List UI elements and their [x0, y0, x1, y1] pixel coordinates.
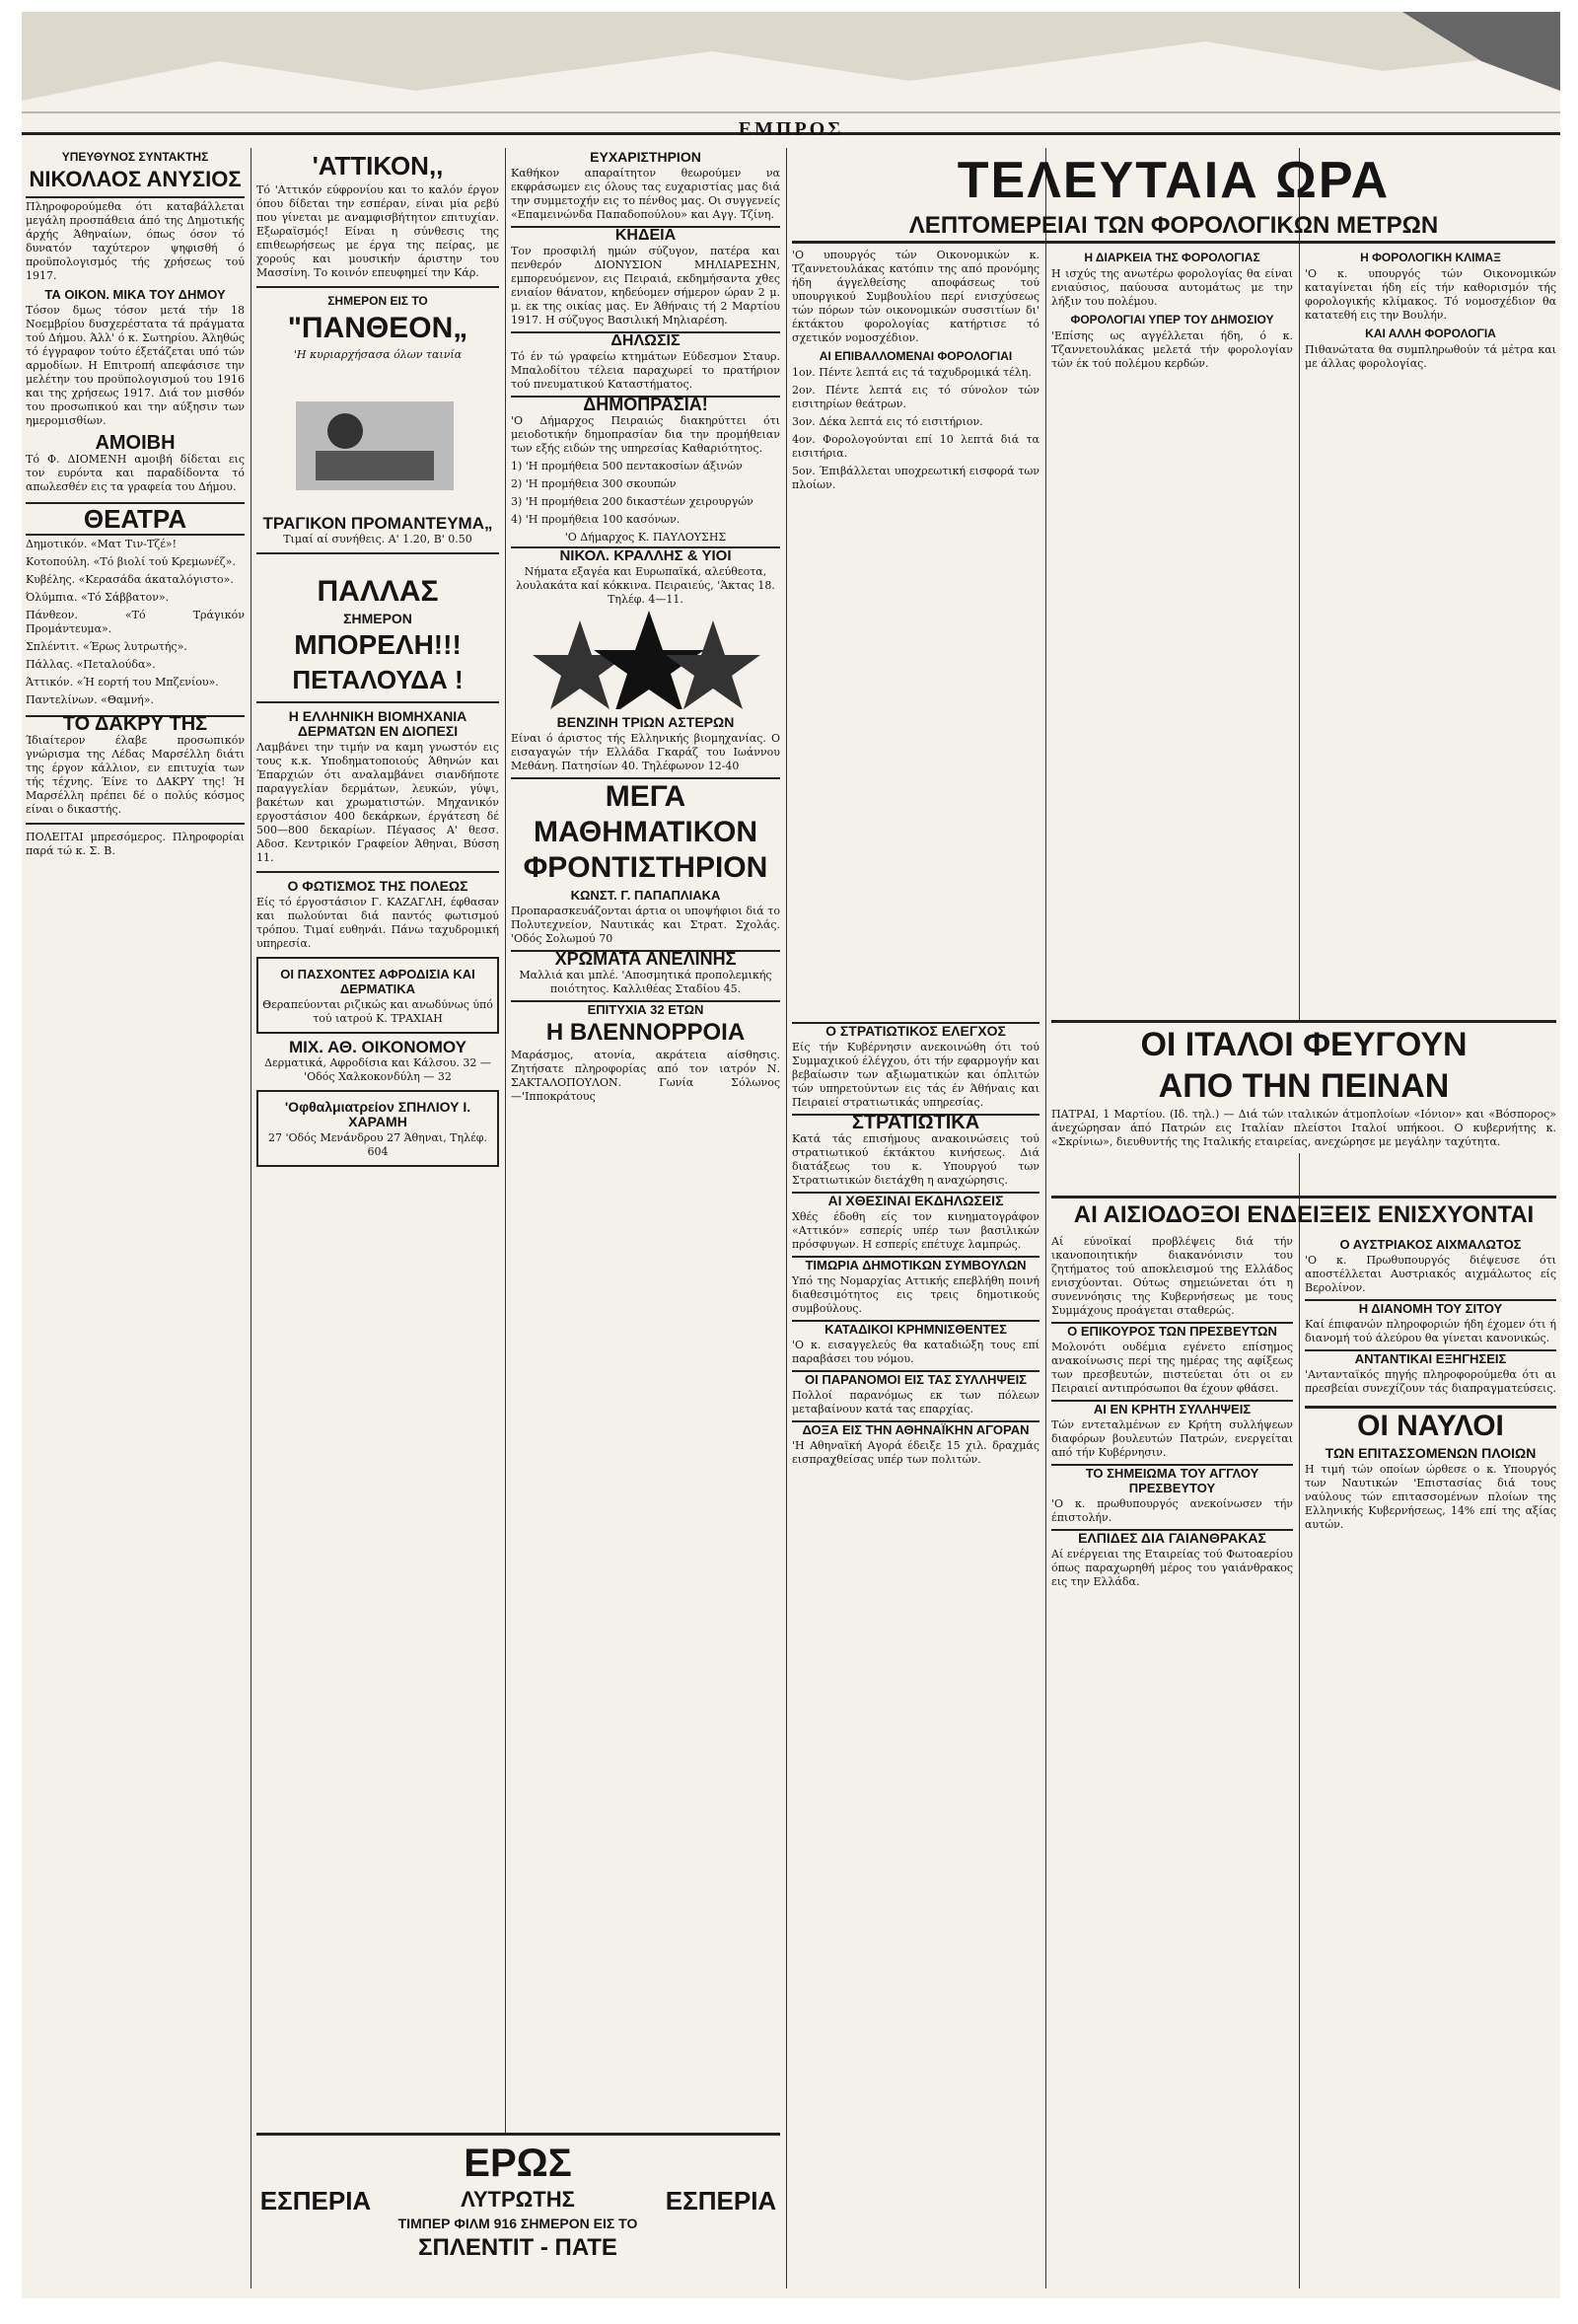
clinic-title: Η ΒΛΕΝΝΟΡΡΟΙΑ [545, 1019, 746, 1046]
other-tax-text: Πιθανώτατα θα συμπληρωθούν τά μέτρα και με άλλας φορολογίας. [1305, 343, 1556, 370]
tax-column-2 [1051, 249, 1293, 1018]
main-lower-mid [1051, 1235, 1293, 2290]
naval-text: Η τιμή τών οποίων ώρθεσε ο κ. Υπουργός των Ναυτικών 'Επιστασίας διά τους ναύλους τών επιτασσομένων πλοίων της Ελληνικής Κυβερνήσεως, 14% επί της αξίας αυτών. [1305, 1463, 1556, 1531]
notice-title: ΔΗΛΩΣΙΣ [511, 331, 780, 348]
theatre-item: Δημοτικόν. «Ματ Τιν-Τζέ»! [26, 538, 178, 550]
eye-clinic-ad [256, 1090, 499, 1167]
divider [256, 701, 499, 703]
military-title: Ο ΣΤΡΑΤΙΩΤΙΚΟΣ ΕΛΕΓΧΟΣ [792, 1022, 1040, 1039]
main-lower-right [1305, 1235, 1556, 2290]
italians-title: ΟΙ ΙΤΑΛΟΙ ΦΕΥΓΟΥΝ [1140, 1026, 1468, 1063]
tax-item: 1ον. Πέντε λεπτά εις τά ταχυδρομικά τέλη. [792, 366, 1032, 379]
column-1 [26, 148, 245, 2288]
tax-item: 4ον. Φορολογούνται επί 10 λεπτά διά τα εισιτήρια. [792, 433, 1040, 460]
tax-other-head: ΦΟΡΟΛΟΓΙΑΙ ΥΠΕΡ ΤΟΥ ΔΗΜΟΣΙΟΥ [1070, 313, 1274, 327]
three-stars-icon [511, 611, 777, 709]
school-owner: ΚΩΝΣΤ. Γ. ΠΑΠΑΠΛΙΑΚΑ [570, 888, 721, 903]
editor-name: ΝΙΚΟΛΑΟΣ ΑΝΥΣΙΟΣ [26, 167, 245, 198]
leather-text: Λαμβάνει την τιμήν να καμη γνωστόν εις τους κ.κ. Υποδηματοποιούς Άθηνών και Έπαρχιών ότι αναλαμβάνει σιανδήποτε παραγγελίαν δερμάτων, λευκών, γύψι, βακέτων και χρωματιστών. Μηχανικόν εργοστάσιον 400 δεκάρκων, έργάτεση δέ 500—800 δεκαρίων. Πέγασος Α' θεσσ. Αδοσ. Κεντρικόν Γραφείον Άθηναι, Βύσση 11. [256, 741, 499, 864]
naval-sub: ΤΩΝ ΕΠΙΤΑΣΣΟΜΕΝΩΝ ΠΛΟΙΩΝ [1325, 1445, 1537, 1461]
auction-title: ΔΗΜΟΠΡΑΣΙΑ! [511, 396, 780, 412]
tax-duration-text: Η ισχύς της ανωτέρω φορολογίας θα είναι ενιαύσιος, παύουσα αυτομάτως με την λήξιν του πολέμου. [1051, 267, 1293, 308]
eye-clinic-title: 'Οφθαλμιατρείον ΣΠΗΛΙΟΥ Ι. ΧΑΡΑΜΗ [284, 1099, 471, 1129]
theatre-item: Παντελίνων. «Θαμνή». [26, 693, 154, 706]
signs-text: Αί εύνοϊκαί προβλέψεις διά τήν ικανοποιητικήν διακανόνισιν του ζητήματος τού αποκλεισμού της Ελλάδος ενισχύονται. Ούτως σημειώνεται ότι η συνεννόησις της Κυβερνήσεως με τους Συμμάχους προάγεται σταθερώς. [1051, 1235, 1293, 1317]
tax-item: 3ον. Δέκα λεπτά εις τό εισιτήριον. [792, 415, 983, 428]
kralis-name: ΝΙΚΟΛ. ΚΡΑΛΛΗΣ & ΥΙΟΙ [511, 546, 780, 563]
pantheon-name: "ΠΑΝΘΕΟΝ„ [287, 312, 468, 344]
tax-scale-head: Η ΦΟΡΟΛΟΓΙΚΗ ΚΛΙΜΑΞ [1360, 251, 1501, 264]
divider [256, 552, 499, 554]
subhead: ΤΑ ΟΙΚΟΝ. ΜΙΚΑ ΤΟΥ ΔΗΜΟΥ [44, 287, 226, 302]
oikonomou-name: ΜΙΧ. ΑΘ. ΟΙΚΟΝΟΜΟΥ [289, 1038, 466, 1056]
other-tax-head: ΚΑΙ ΑΛΛΗ ΦΟΡΟΛΟΓΙΑ [1365, 327, 1496, 340]
gallery-text: Μολονότι ουδέμια εγένετο επίσημος ανακοίνωσις περί της ημέρας της αφίξεως των πρεσβευτών, πιστεύεται ότι οι εν Πειραιεί αντιπρόσωποι θα έχουν φθάσει. [1051, 1341, 1293, 1395]
auction-item: 3) 'Η προμήθεια 200 δικαστέων χειρουργών [511, 495, 753, 508]
tax-scale-text: 'Ο κ. υπουργός τών Οικονομικών καταγίνεται ήδη είς τήν καθορισμόν τής φορολογικής κλίμακος. Τό νομοσχέδιον θα κατατεθή εις την Βουλήν. [1305, 267, 1556, 322]
funeral-text: Τον προσφιλή ημών σύζυγον, πατέρα και πενθερόν ΔΙΟΝΥΣΙΟΝ ΜΗΛΙΑΡΕΣΗΝ, εμπορευόμενον, εις Πειραιά, εκδημήσαντα χθες ενιαίον θάνατον, κηδεύομεν σήμερον ώραν 2 μ. μ. εκ της οικίας μας. Εν Άθήναις τή 2 Μαρτίου 1917. Η σύζυγος Βασιλική Μηλιαρέση. [511, 245, 780, 327]
eros-title: ΕΡΩΣ [464, 2142, 572, 2185]
eros-venue: ΣΠΛΕΝΤΙΤ - ΠΑΤΕ [418, 2234, 617, 2261]
divider [256, 871, 499, 873]
theatre-item: Πάλλας. «Πεταλούδα». [26, 658, 156, 671]
hopes-title: ΕΛΠΙΔΕΣ ΔΙΑ ΓΑΙΑΝΘΡΑΚΑΣ [1051, 1529, 1293, 1546]
newspaper-page [22, 12, 1560, 2298]
pallas-film: ΠΕΤΑΛΟΥΔΑ ! [292, 665, 464, 694]
sufferers-text: Θεραπεύονται ριζικώς και ανωδύνως ύπό τού ιατρού Κ. ΤΡΑΧΙΑΗ [262, 998, 493, 1025]
pallas-name: ΠΑΛΛΑΣ [317, 575, 439, 608]
paints-title: ΧΡΩΜΑΤΑ ΑΝΕΛΙΝΗΣ [511, 950, 780, 967]
tax-duration-head: Η ΔΙΑΡΚΕΙΑ ΤΗΣ ΦΟΡΟΛΟΓΙΑΣ [1084, 251, 1260, 264]
lighting-title: Ο ΦΩΤΙΣΜΟΣ ΤΗΣ ΠΟΛΕΩΣ [287, 878, 468, 894]
hesperia-left: ΕΣΠΕΡΙΑ [259, 2186, 372, 2215]
tax-item: 2ον. Πέντε λεπτά εις τό σύνολον τών εισιτηρίων θεάτρων. [792, 384, 1040, 410]
clinic-text: Μαράσμος, ατονία, ακράτεια αίσθησις. Ζητήσατε πληροφορίας από τον ιατρόν Ν. ΣΑΚΤΑΛΟΠΟΥΛΟΝ. Γωνία Σόλωνος—'Ιπποκράτους [511, 1049, 780, 1103]
thanks-text: Καθήκον απαραίτητον θεωρούμεν να εκφράσωμεν εις όλους τας ευχαριστίας μας διά την συμμετοχήν εις το πένθος μας. Οι συγγενείς «Επαμεινώνδα Παπαδοπούλου» και Αγγ. Τζίνη. [511, 167, 780, 221]
thanks-title: ΕΥΧΑΡΙΣΤΗΡΙΟΝ [590, 149, 701, 165]
yesterday-title: ΑΙ ΧΘΕΣΙΝΑΙ ΕΚΔΗΛΩΣΕΙΣ [792, 1192, 1040, 1208]
column-rule [1045, 148, 1046, 2288]
main-lower-left [792, 1020, 1040, 2292]
signs-title: ΑΙ ΑΙΣΙΟΔΟΞΟΙ ΕΝΔΕΙΞΕΙΣ ΕΝΙΣΧΥΟΝΤΑΙ [1073, 1201, 1535, 1228]
munic-text: Υπό της Νομαρχίας Αττικής επεβλήθη ποινή διαθεσιμότητος εις τρεις δημοτικούς συμβούλους. [792, 1274, 1040, 1315]
tax-column-3 [1305, 249, 1556, 1018]
article-text: Πληροφορούμεθα ότι καταβάλλεται μεγάλη προσπάθεια άπό της Δημοτικής άρχής Άθηναίων, όπως όσον τό δυνατόν ταχύτερον ψηφισθή ό προϋπολογισμός τής χρήσεως τού 1917. [26, 200, 245, 282]
auction-text: 'Ο Δήμαρχος Πειραιώς διακηρύττει ότι μειοδοτικήν δημοπρασίαν δια την προμήθειαν των εξής ειδών της υπηρεσίας Καθαριότητος. [511, 414, 780, 455]
auction-item: 2) 'Η προμήθεια 300 σκουπών [511, 477, 677, 490]
tax-column-1 [792, 249, 1040, 1018]
italians-banner [1051, 1020, 1556, 1153]
divider [256, 286, 499, 288]
theatres-list [26, 538, 245, 707]
sufferers-title: ΟΙ ΠΑΣΧΟΝΤΕΣ ΑΦΡΟΔΙΣΙΑ ΚΑΙ ΔΕΡΜΑΤΙΚΑ [280, 967, 475, 996]
masthead-title: ΕΜΠΡΟΣ [738, 118, 844, 140]
tax-item: 5ον. Έπιβάλλεται υποχρεωτική εισφορά των πλοίων. [792, 465, 1040, 491]
tragic-price: Τιμαί αί συνήθεις. Α' 1.20, Β' 0.50 [283, 533, 472, 545]
hopes-text: Αί ενέργειαι της Εταιρείας τού Φωτοαερίου όπως παραχωρηθή μέρος του γαιάνθρακος εις την Ελλάδα. [1051, 1548, 1293, 1588]
bulletin-text: 'Η Αθηναϊκή Αγορά έδειξε 15 χιλ. δραχμάς εισπραχθείσας υπέρ των πολιτών. [792, 1439, 1040, 1466]
gallery-title: Ο ΕΠΙΚΟΥΡΟΣ ΤΩΝ ΠΡΕΣΒΕΥΤΩΝ [1051, 1322, 1293, 1339]
masthead [22, 12, 1560, 140]
petrol-title: ΒΕΝΖΙΝΗ ΤΡΙΩΝ ΑΣΤΕΡΩΝ [556, 714, 735, 730]
column-rule [505, 148, 506, 2288]
theatre-item: Άττικόν. «Ή εορτή του Μπζενίου». [26, 676, 219, 689]
torn-header-graphic [22, 12, 1560, 120]
notice-text: Τό έν τώ γραφείω κτημάτων Εύδεσμον Σταυρ. Μπαλοδίτου τέλεια παραχωρεί το πρατήριον τού πνευματικού Καταστήματος. [511, 350, 780, 391]
clinic-head: ΕΠΙΤΥΧΙΑ 32 ΕΤΩΝ [511, 1000, 780, 1017]
school-title: ΜΕΓΑ ΜΑΘΗΜΑΤΙΚΟΝ ΦΡΟΝΤΙΣΤΗΡΙΟΝ [511, 777, 780, 886]
naval-title: ΟΙ ΝΑΥΛΟΙ [1305, 1406, 1556, 1444]
tragic-title: ΤΡΑΓΙΚΟΝ ΠΡΟΜΑΝΤΕΥΜΑ„ [262, 514, 493, 533]
auction-signature: 'Ο Δήμαρχος Κ. ΠΑΥΛΟΥΣΗΣ [564, 531, 727, 544]
brit-text: 'Ο κ. πρωθυπουργός ανεκοίνωσεν τήν έπιστολήν. [1051, 1497, 1293, 1524]
eros-line: ΤΙΜΠΕΡ ΦΙΛΜ 916 ΣΗΜΕΡΟΝ ΕΙΣ ΤΟ [397, 2215, 638, 2231]
fugitives-text: Πολλοί παρανόμως εκ των πόλεων μεταβαίνουν κατά τας επαρχίας. [792, 1389, 1040, 1416]
signs-banner [1051, 1196, 1556, 1232]
eye-clinic-address: 27 'Οδός Μενάνδρου 27 Άθηναι, Τηλέφ. 604 [268, 1131, 487, 1158]
today-label: ΣΗΜΕΡΟΝ ΕΙΣ ΤΟ [327, 294, 428, 308]
eros-ad [256, 2133, 780, 2291]
oikonomou-text: Δερματικά, Αφροδίσια και Κάλσου. 32 — 'Οδός Χαλκοκονδύλη — 32 [264, 1056, 491, 1083]
munic-title: ΤΙΜΩΡΙΑ ΔΗΜΟΤΙΚΩΝ ΣΥΜΒΟΥΛΩΝ [792, 1256, 1040, 1272]
subheadline: ΛΕΠΤΟΜΕΡΕΙΑΙ ΤΩΝ ΦΟΡΟΛΟΓΙΚΩΝ ΜΕΤΡΩΝ [792, 211, 1555, 244]
paints-text: Μαλλιά και μπλέ. 'Αποσμητικά προπολεμικής ποιότητος. Καλλιθέας Σταδίου 45. [519, 969, 772, 995]
pallas-today: ΣΗΜΕΡΟΝ [343, 611, 412, 626]
theatre-item: Κοτοπούλη. «Τό βιολί τού Κρεμωνέζ». [26, 555, 236, 568]
theatre-item: Πάνθεον. «Τό Τράγικόν Προμάντευμα». [26, 609, 245, 635]
theatre-item: Σπλέντιτ. «Έρως λυτρωτής». [26, 640, 187, 653]
prisoners-title: Ο ΑΥΣΤΡΙΑΚΟΣ ΑΙΧΜΑΛΩΤΟΣ [1339, 1237, 1522, 1252]
divider [26, 823, 245, 825]
column-2 [256, 148, 499, 2288]
sufferers-ad [256, 957, 499, 1034]
lighting-text: Είς τό έργοστάσιον Γ. ΚΑΖΑΓΛΗ, έφθασαν και πωλούνται διά παντός φωτισμού τρόπου. Τιμαί ευθηνάι. Πάνω ταχυδρομική υπηρεσία. [256, 896, 499, 950]
eros-center [385, 2140, 651, 2264]
article-text: Τόσον δμως τόσον μετά τήν 18 Νοεμβρίου δυσχερέστατα τά πράγματα τού Δήμου. Άλλ' ό κ. Σωτηρίου. Άληθώς τό έγγραφον τούτο έξετάζεται υπό τών αρμοδίων. Η Επιτροπή απεφάσισε την μελέτην του προϋπολογισμού του 1916 και της χρήσεως 1917. Διά τον μισθόν του προσωπικού και την αύξησιν των ημερομισθίων. [26, 304, 245, 427]
column-3 [511, 148, 780, 2288]
tax-text: 'Ο υπουργός τών Οικονομικών κ. Τζαννετουλάκας κατόπιν της από προνόμης ήδη άγγελθείσης αποφάσεως τού υπουργικού Συμβουλίου περί ενισχύσεως τών πόρων τών οικονομικών συσσιτίων δι' έκτάκτου φορολογίας κατήρτισε τό σχετικόν νομοσχέδιον. [792, 249, 1040, 344]
kralis-text: Νήματα εξαγέα και Ευρωπαϊκά, αλεύθεοτα, λουλακάτα καί κόκκινα. Πειραιεύς, 'Άκτας 18. Τηλέφ. 4—11. [516, 565, 775, 606]
footer-notice: ΠΟΛΕΙΤΑΙ μπρεσόμερος. Πληροφορίαι παρά τώ κ. Σ. Β. [26, 831, 245, 857]
wheat-text: Καί έπιφανών πληροφοριών ήδη έχομεν ότι ή διανομή τού άλεύρου θα γίνεται κανονικώς. [1305, 1318, 1556, 1344]
pallas-star: ΜΠΟΡΕΛΗ!!! [294, 629, 462, 660]
funeral-title: ΚΗΔΕΙΑ [511, 226, 780, 243]
crete-title: ΑΙ ΕΝ ΚΡΗΤΗ ΣΥΛΛΗΨΕΙΣ [1051, 1400, 1293, 1416]
prisoners-text: 'Ο κ. Πρωθυπουργός διέψευσε ότι αποστέλλεται Αυστριακός αιχμάλωτος είς Βερολίνον. [1305, 1254, 1556, 1294]
italians-sub: ΑΠΟ ΤΗΝ ΠΕΙΝΑΝ [1158, 1067, 1450, 1105]
attikon-title: 'ΑΤΤΙΚΟΝ,, [312, 151, 444, 181]
theatre-item: Κυβέλης. «Κερασάδα άκαταλόγιστο». [26, 573, 234, 586]
tear-text: Ίδιαίτερον έλαβε προσωπικόν γνώρισμα της Λέδας Μαρσέλλη διάτι της έργον κάλλιον, εν επιτυχία των τής τέχνης. Έίνε το ΔΑΚΡΥ της! Ή Μαρσέλλη πρέπει δέ ο πολύς κόσμος είναι ο δικαστής. [26, 734, 245, 816]
main-news-header [792, 150, 1555, 246]
pantheon-sub: 'Η κυριαρχήσασα όλων ταινία [293, 348, 463, 361]
army-title: ΣΤΡΑΤΙΩΤΙΚΑ [792, 1114, 1040, 1130]
spy-text: 'Ο κ. εισαγγελεύς θα καταδιώξη τους επί παραβάσει του νόμου. [792, 1339, 1040, 1365]
crete-text: Τών εντεταλμένων εν Κρήτη συλλήψεων διαφόρων βουλευτών Πατρών, ενεργείται από τήν Κυβέρνησιν. [1051, 1418, 1293, 1459]
tax-other-text: 'Επίσης ως αγγέλλεται ήδη, ό κ. Τζαννετουλάκας μελετά τήν φορολογίαν τών έκ τού πολέμου κερδών. [1051, 329, 1293, 370]
attikon-text: Τό 'Αττικόν εύφρονίου και το καλόν έργον όπου δίδεται την εσπέραν, είναι μία ρεβύ που γίνεται με αναμφισβήτητον επιτυχίαν. Εξωραϊσμός! Είναι η σύνθεσις της επιθεωρήσεως με έργα της πείρας, με χορούς και μουσικήν άριστην του Μασσίνη. Το κοινόν επευφημεί την Κάρ. [256, 183, 499, 279]
theatre-item: Όλύμπια. «Τό Σάββατον». [26, 591, 170, 604]
leather-title: Η ΕΛΛΗΝΙΚΗ ΒΙΟΜΗΧΑΝΙΑ ΔΕΡΜΑΤΩΝ ΕΝ ΔΙΟΠΕΣΙ [288, 708, 467, 739]
bulletin-title: ΔΟΞΑ ΕΙΣ ΤΗΝ ΑΘΗΝΑΪΚΗΝ ΑΓΟΡΑΝ [792, 1420, 1040, 1437]
school-text: Προπαρασκευάζονται άρτια οι υποψήφιοι διά το Πολυτεχνείον, Ναυτικάς και Στρατ. Σχολάς. 'Οδός Σολωμού 70 [511, 905, 780, 945]
yesterday-text: Χθές έδοθη είς τον κινηματογράφον «Αττικόν» εσπερίς υπέρ των βασιλικών πρόσφυγων. Η εσπερίς επέτυχε λαμπρώς. [792, 1210, 1040, 1251]
brit-title: ΤΟ ΣΗΜΕΙΩΜΑ ΤΟΥ ΑΓΓΛΟΥ ΠΡΕΣΒΕΥΤΟΥ [1051, 1464, 1293, 1495]
entente-text: 'Αντανταϊκός πηγής πληροφορούμεθα ότι αι πρεσβείαι συνεχίζουν τάς διαπραγματεύσεις. [1305, 1368, 1556, 1395]
editor-label: ΥΠΕΥΘΥΝΟΣ ΣΥΝΤΑΚΤΗΣ [61, 150, 209, 164]
reward-text: Τό Φ. ΔΙΟΜΕΝΗ αμοιβή δίδεται εις τον ευρόντα και παραδίδοντα τό απωλεσθέν εις τα γραφεία του Δήμου. [26, 453, 245, 493]
army-text: Κατά τάς επισήμους ανακοινώσεις τού στρατιωτικού έκτάκτου κινήσεως. Διά διατάξεως του κ. Υπουργού των Στρατιωτικών διετάχθη η αναχώρησις. [792, 1132, 1040, 1187]
theatres-heading: ΘΕΑΤΡΑ [26, 502, 245, 536]
spy-title: ΚΑΤΑΔΙΚΟΙ ΚΡΗΜΝΙΣΘΕΝΤΕΣ [792, 1320, 1040, 1337]
italians-text: ΠΑΤΡΑΙ, 1 Μαρτίου. (Ιδ. τηλ.) — Διά τών ιταλικών άτμοπλοίων «Ιόνιον» και «Βόσπορος» άνεχώρησαν άπό Πατρών εις Ιταλίαν πλείστοι Ιταλοί υπήκοοι. Ο κυβερνήτης κ. «Σκρίνιω», διευθυντής της Ιταλικής εταιρείας, ανεχώρησε με μεγάλην ταχύτητα. [1051, 1108, 1556, 1148]
column-rule [786, 148, 787, 2288]
fugitives-title: ΟΙ ΠΑΡΑΝΟΜΟΙ ΕΙΣ ΤΑΣ ΣΥΛΛΗΨΕΙΣ [792, 1370, 1040, 1387]
auction-item: 4) 'Η προμήθεια 100 κασόνων. [511, 513, 681, 526]
film-illustration [256, 362, 493, 510]
auction-item: 1) 'Η προμήθεια 500 πεντακοσίων άξινών [511, 460, 743, 472]
eros-sub: ΛΥΤΡΩΤΗΣ [461, 2187, 575, 2212]
tear-heading: ΤΟ ΔΑΚΡΥ ΤΗΣ [26, 715, 245, 732]
military-text: Είς τήν Κυβέρνησιν ανεκοινώθη ότι τού Συμμαχικού έλέγχου, ότι τήν εφαρμογήν και βεβαίωσιν των αξιωματικών και όπλιτών τών υπηρετούντων εις τάς έν Άθήναις και Πειραιεί στρατιωτικάς υπηρεσίας. [792, 1041, 1040, 1109]
wheat-title: Η ΔΙΑΝΟΜΗ ΤΟΥ ΣΙΤΟΥ [1305, 1299, 1556, 1316]
tax-head2: ΑΙ ΕΠΙΒΑΛΛΟΜΕΝΑΙ ΦΟΡΟΛΟΓΙΑΙ [819, 349, 1013, 363]
hesperia-right: ΕΣΠΕΡΙΑ [665, 2186, 777, 2215]
entente-title: ΑΝΤΑΝΤΙΚΑΙ ΕΞΗΓΗΣΕΙΣ [1305, 1349, 1556, 1366]
reward-heading: ΑΜΟΙΒΗ [95, 432, 176, 454]
headline: ΤΕΛΕΥΤΑΙΑ ΩΡΑ [957, 152, 1391, 209]
petrol-text: Είναι ό άριστος τής Ελληνικής βιομηχανίας. Ο εισαγαγών τήν Ελλάδα Γκαράζ του Ιωάννου Μεθάνη. Πατησίων 40. Τηλέφωνον 12-40 [511, 732, 780, 772]
